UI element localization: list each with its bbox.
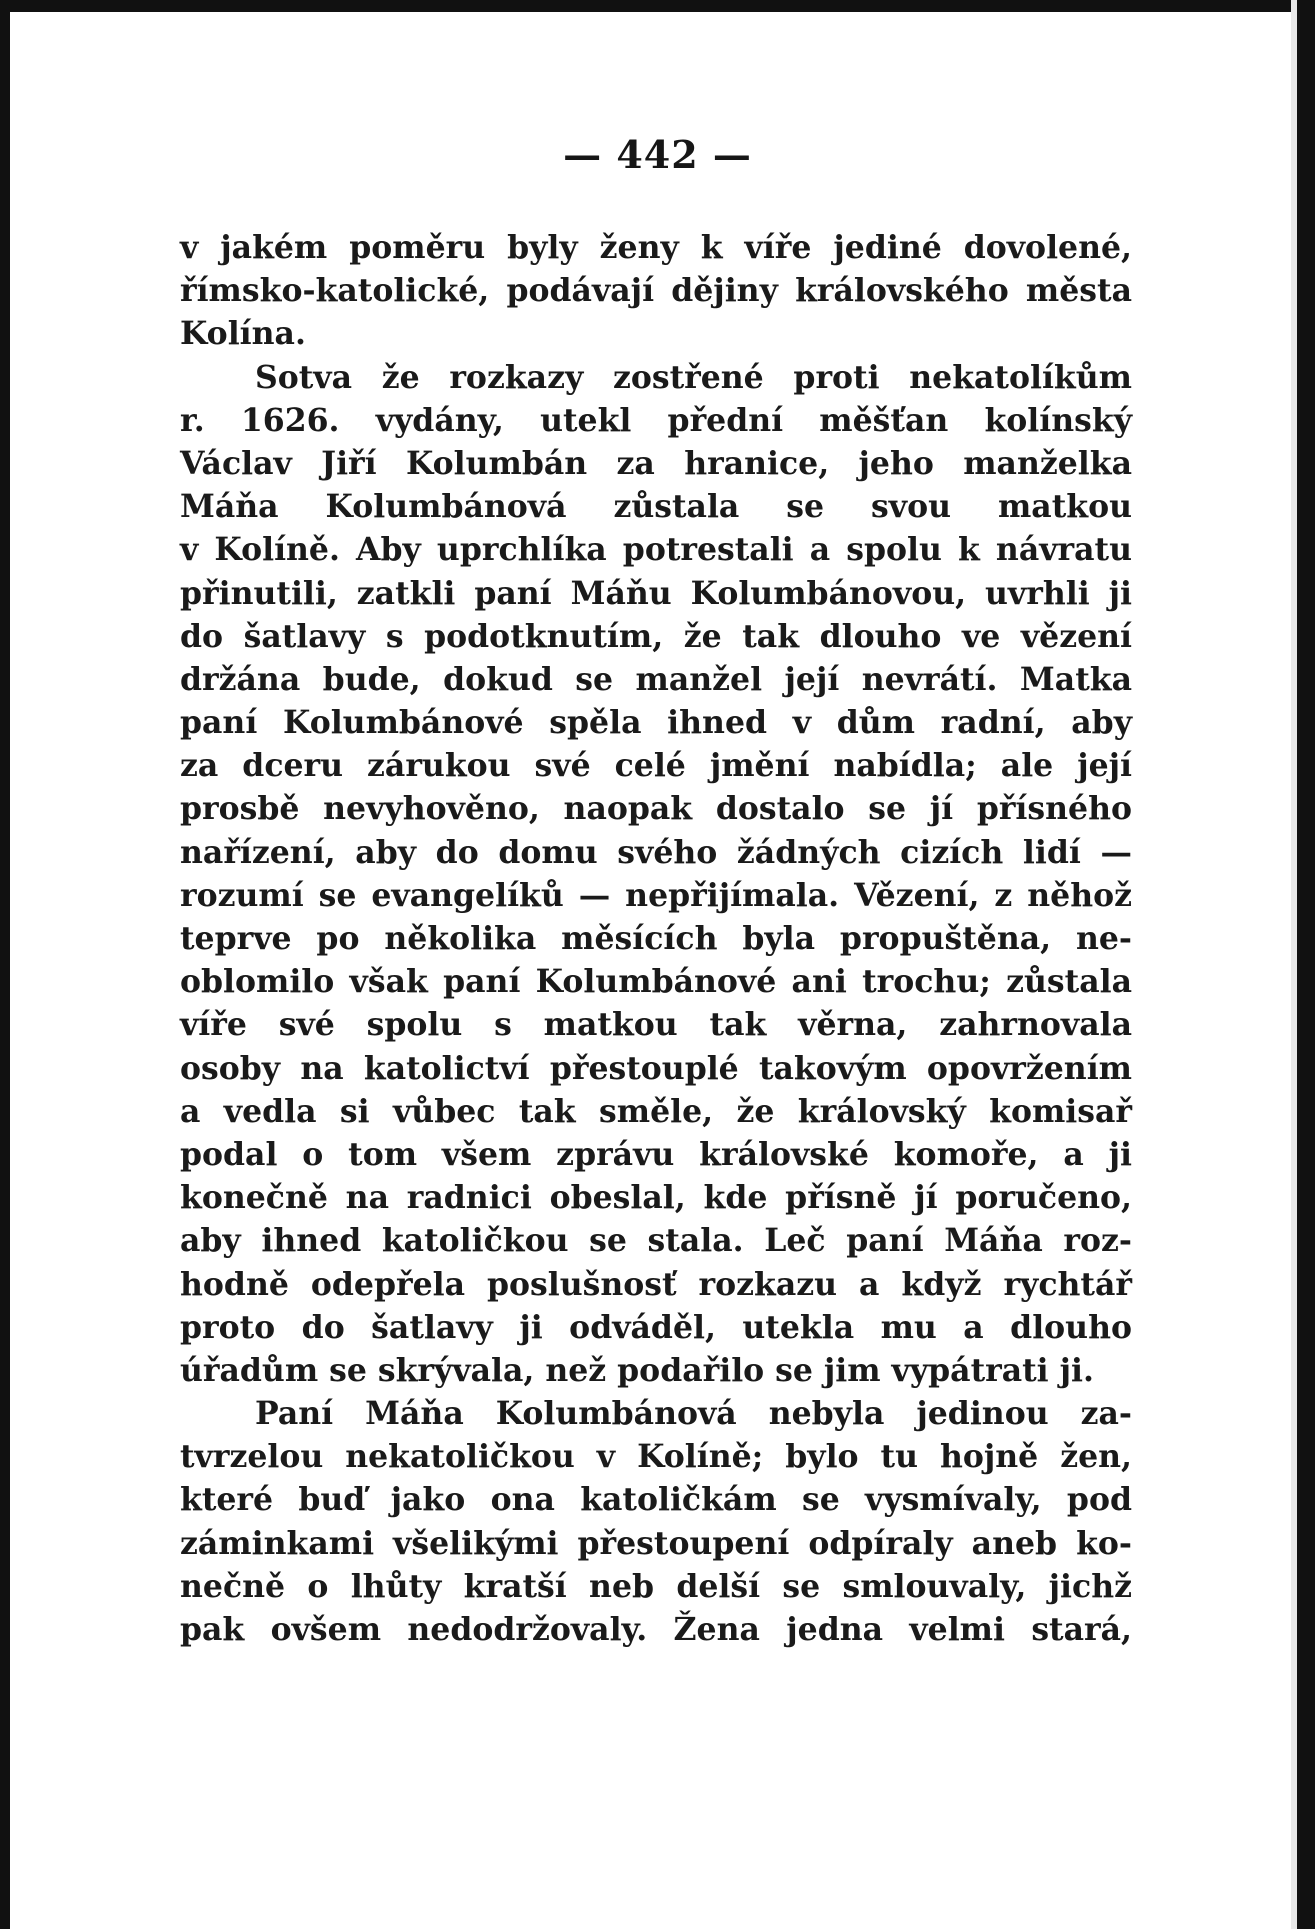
text-line: za dceru zárukou své celé jmění nabídla; ale její [180,747,1132,785]
text-line: Václav Jiří Kolumbán za hranice, jeho manželka [180,444,1132,482]
scan-border-left [0,0,10,1929]
text-line: držána bude, dokud se manžel její nevrátí. Matka [180,660,1132,698]
text-line: římsko-katolické, podávají dějiny královského města [180,272,1132,310]
text-line: Sotva že rozkazy zostřené proti nekatolíkům [255,358,1132,396]
text-line: záminkami všelikými přestoupení odpíraly aneb ko- [180,1524,1132,1562]
text-line: prosbě nevyhověno, naopak dostalo se jí přísného [180,790,1132,828]
text-line: Kolína. [180,315,306,353]
text-line: a vedla si vůbec tak směle, že královský komisař [180,1092,1132,1130]
text-line: hodně odepřela poslušnosť rozkazu a když rychtář [180,1265,1132,1303]
text-line: víře své spolu s matkou tak věrna, zahrnovala [180,1006,1132,1044]
text-line: proto do šatlavy ji odváděl, utekla mu a dlouho [180,1308,1132,1346]
text-line: do šatlavy s podotknutím, že tak dlouho ve vězení [180,617,1132,655]
text-line: osoby na katolictví přestouplé takovým opovržením [180,1049,1132,1087]
text-line: paní Kolumbánové spěla ihned v dům radní, aby [180,704,1132,742]
text-line: pak ovšem nedodržovaly. Žena jedna velmi stará, [180,1611,1132,1648]
page-number: — 442 — [563,132,752,177]
text-line: tvrzelou nekatoličkou v Kolíně; bylo tu hojně žen, [180,1438,1132,1476]
text-line: v Kolíně. Aby uprchlíka potrestali a spolu k návratu [180,531,1132,569]
text-line: úřadům se skrývala, než podařilo se jim vypátrati ji. [180,1351,1094,1389]
text-line: oblomilo však paní Kolumbánové ani trochu; zůstala [180,963,1132,1001]
text-line: v jakém poměru byly ženy k víře jediné dovolené, [180,229,1132,266]
text-line: aby ihned katoličkou se stala. Leč paní Máňa roz- [180,1222,1132,1260]
text-line: které buď jako ona katoličkám se vysmívaly, pod [180,1481,1132,1519]
scan-border-right [1297,0,1315,1929]
text-line: podal o tom všem zprávu královské komoře, a ji [180,1135,1132,1173]
text-line: rozumí se evangelíků — nepřijímala. Vězení, z něhož [180,876,1132,914]
text-line: teprve po několika měsících byla propuštěna, ne- [180,920,1132,957]
scan-border-top [0,0,1315,12]
text-line: Paní Máňa Kolumbánová nebyla jedinou za- [255,1395,1132,1433]
text-line: přinutili, zatkli paní Máňu Kolumbánovou, uvrhli ji [180,574,1132,612]
text-line: Máňa Kolumbánová zůstala se svou matkou [180,488,1132,526]
text-line: nařízení, aby do domu svého žádných cizích lidí — [180,833,1132,871]
text-line: nečně o lhůty kratší neb delší se smlouvaly, jichž [180,1567,1132,1605]
text-line: r. 1626. vydány, utekl přední měšťan kolínský [180,401,1132,439]
text-line: konečně na radnici obeslal, kde přísně jí poručeno, [180,1179,1132,1217]
body-text [180,226,1132,1651]
